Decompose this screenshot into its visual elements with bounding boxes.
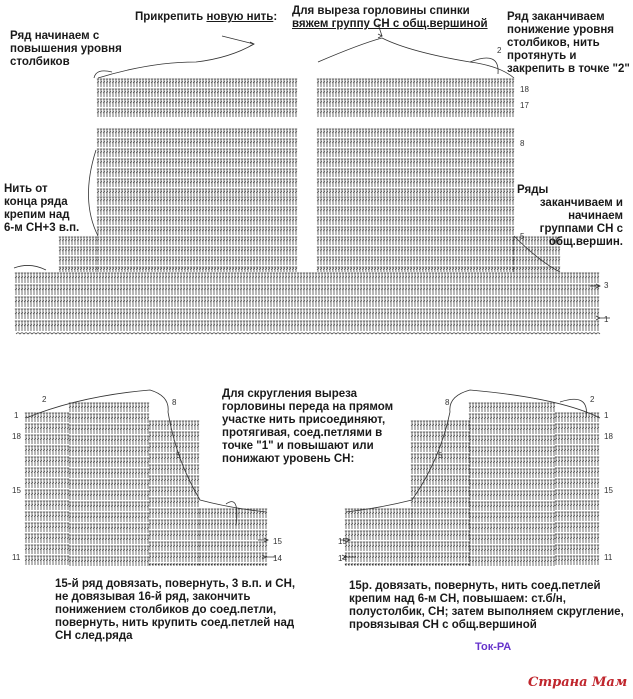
- dc-stitch-row: [97, 159, 297, 167]
- row-number: 2: [497, 46, 502, 55]
- turn-loop-line: [226, 502, 237, 526]
- dc-stitch-row: [317, 109, 514, 117]
- dc-stitch-row: [69, 469, 149, 478]
- dc-stitch-row: [199, 531, 267, 540]
- dc-stitch-row: [345, 564, 413, 567]
- dc-stitch-row: [555, 479, 599, 488]
- dc-stitch-row: [15, 321, 599, 331]
- dc-stitch-row: [149, 443, 199, 452]
- dc-stitch-row: [69, 458, 149, 467]
- row-number: 2: [42, 395, 47, 404]
- dc-stitch-row: [69, 403, 149, 412]
- dc-stitch-row: [555, 435, 599, 444]
- dc-stitch-row: [513, 257, 560, 265]
- dc-stitch-row: [199, 509, 267, 518]
- dc-stitch-row: [149, 531, 199, 540]
- row-number: 18: [12, 432, 21, 441]
- dc-stitch-row: [25, 457, 69, 466]
- row-number: 14: [338, 554, 347, 563]
- dc-stitch-row: [317, 179, 514, 187]
- dc-stitch-row: [469, 425, 555, 434]
- dc-stitch-row: [317, 169, 514, 177]
- dc-stitch-row: [97, 179, 297, 187]
- dc-stitch-row: [411, 520, 470, 529]
- dc-stitch-row: [317, 89, 514, 97]
- dc-stitch-row: [411, 509, 470, 518]
- row-number: 15: [12, 486, 21, 495]
- dc-stitch-row: [411, 465, 470, 474]
- row-number: 5: [520, 232, 525, 241]
- dc-stitch-row: [317, 267, 514, 272]
- dc-stitch-row: [345, 509, 413, 518]
- dc-stitch-row: [59, 267, 97, 272]
- row-number: 5: [176, 451, 181, 460]
- dc-stitch-row: [317, 257, 514, 265]
- dc-stitch-row: [25, 501, 69, 510]
- dc-stitch-row: [25, 479, 69, 488]
- dc-stitch-row: [69, 480, 149, 489]
- dc-stitch-row: [317, 217, 514, 225]
- dc-stitch-row: [97, 109, 297, 117]
- dc-stitch-row: [97, 149, 297, 157]
- dc-stitch-row: [555, 457, 599, 466]
- dc-stitch-row: [469, 403, 555, 412]
- row-number: 18: [604, 432, 613, 441]
- dc-stitch-row: [69, 447, 149, 456]
- dc-stitch-row: [469, 447, 555, 456]
- dc-stitch-row: [469, 414, 555, 423]
- dc-stitch-row: [25, 435, 69, 444]
- dc-stitch-row: [469, 535, 555, 544]
- dc-stitch-row: [149, 542, 199, 551]
- dc-stitch-row: [555, 468, 599, 477]
- dc-stitch-row: [25, 468, 69, 477]
- dc-stitch-row: [555, 523, 599, 532]
- dc-stitch-row: [149, 564, 199, 567]
- dc-stitch-row: [555, 490, 599, 499]
- dc-stitch-row: [69, 535, 149, 544]
- dc-stitch-row: [97, 217, 297, 225]
- dc-stitch-row: [15, 309, 599, 319]
- dc-stitch-row: [25, 545, 69, 554]
- dc-stitch-row: [555, 512, 599, 521]
- row-number: 5: [438, 451, 443, 460]
- turn-loop-line: [560, 399, 586, 418]
- dc-stitch-row: [15, 285, 599, 295]
- row-number: 1: [604, 411, 609, 420]
- dc-stitch-row: [469, 524, 555, 533]
- armhole-curve: [88, 150, 98, 236]
- dc-stitch-row: [97, 79, 297, 87]
- dc-stitch-row: [25, 424, 69, 433]
- dc-stitch-row: [25, 534, 69, 543]
- dc-stitch-row: [469, 491, 555, 500]
- back-neck-label: Для выреза горловины спинки вяжем группу СН с общ.вершиной: [292, 5, 488, 30]
- dc-stitch-row: [345, 553, 413, 562]
- dc-stitch-row: [317, 227, 514, 235]
- dc-stitch-row: [345, 542, 413, 551]
- dc-stitch-row: [25, 556, 69, 565]
- row-number: 11: [12, 553, 21, 562]
- dc-stitch-row: [317, 149, 514, 157]
- dc-stitch-row: [149, 454, 199, 463]
- foundation-chain: [16, 333, 600, 334]
- rows-finish-label: Ряды заканчиваем и начинаем группами СН с общ.вершин.: [517, 184, 623, 248]
- dc-stitch-row: [97, 237, 297, 245]
- dc-stitch-row: [97, 89, 297, 97]
- row-number: 15: [273, 537, 282, 546]
- dc-stitch-row: [97, 207, 297, 215]
- dc-stitch-row: [149, 509, 199, 518]
- dc-stitch-row: [149, 553, 199, 562]
- dc-stitch-row: [15, 297, 599, 307]
- row-number: 17: [520, 101, 529, 110]
- dc-stitch-row: [317, 159, 514, 167]
- row-end-label: Ряд заканчиваем понижение уровня столбиков, нить протянуть и закрепить в точке "2": [507, 11, 630, 75]
- attach-thread-underlined: новую нить: [206, 11, 274, 23]
- attach-thread-label: Прикрепить новую нить:: [135, 11, 278, 23]
- end-loop-line: [470, 58, 498, 74]
- dc-stitch-row: [97, 247, 297, 255]
- dc-stitch-row: [25, 523, 69, 532]
- dc-stitch-row: [25, 413, 69, 422]
- dc-stitch-row: [317, 139, 514, 147]
- dc-stitch-row: [411, 553, 470, 562]
- dc-stitch-row: [555, 556, 599, 565]
- dc-stitch-row: [411, 564, 470, 567]
- dc-stitch-row: [97, 189, 297, 196]
- row-number: 8: [520, 139, 525, 148]
- dc-stitch-row: [149, 520, 199, 529]
- dc-stitch-row: [411, 542, 470, 551]
- author-signature: Ток-РА: [475, 641, 512, 653]
- dc-stitch-row: [97, 139, 297, 147]
- thread-from-label: Нить от конца ряда крепим над 6-м СН+3 в.п.: [4, 183, 80, 234]
- bottom-left-note: 15-й ряд довязать, повернуть, 3 в.п. и СН, не довязывая 16-й ряд, закончить понижением столбиков до соед.петли, повернуть, нить крупить соед.петлей над СН след.ряда: [55, 578, 296, 642]
- row-number: 15: [338, 537, 347, 546]
- dc-stitch-row: [199, 553, 267, 562]
- dc-stitch-row: [555, 446, 599, 455]
- dc-stitch-row: [97, 197, 297, 205]
- dc-stitch-row: [69, 414, 149, 423]
- dc-stitch-row: [555, 545, 599, 554]
- row-number: 11: [604, 553, 613, 562]
- dc-stitch-row: [199, 542, 267, 551]
- bottom-right-note: 15р. довязать, повернуть, нить соед.петлей крепим над 6-м СН, повышаем: ст.б/н, полустолбик, СН; затем выполняем скругление, провязывая СН с общ.вершиной: [349, 580, 624, 631]
- row-number: 18: [520, 85, 529, 94]
- dc-stitch-row: [59, 257, 97, 265]
- dc-stitch-row: [149, 498, 199, 507]
- dc-stitch-row: [411, 421, 470, 430]
- dc-stitch-row: [69, 546, 149, 555]
- attach-arrow-line: [14, 265, 46, 270]
- row-number: 8: [172, 398, 177, 407]
- dc-stitch-row: [411, 498, 470, 507]
- dc-stitch-row: [97, 99, 297, 107]
- dc-stitch-row: [555, 534, 599, 543]
- dc-stitch-row: [25, 446, 69, 455]
- dc-stitch-row: [345, 531, 413, 540]
- dc-stitch-row: [59, 247, 97, 255]
- dc-stitch-row: [317, 197, 514, 205]
- dc-stitch-row: [411, 476, 470, 485]
- dc-stitch-row: [97, 257, 297, 265]
- dc-stitch-row: [469, 513, 555, 522]
- dc-stitch-row: [69, 425, 149, 434]
- dc-stitch-row: [411, 432, 470, 441]
- dc-stitch-row: [317, 189, 514, 196]
- dc-stitch-row: [149, 487, 199, 496]
- dc-stitch-row: [317, 79, 514, 87]
- row-number: 3: [604, 281, 609, 290]
- dc-stitch-row: [69, 502, 149, 511]
- dc-stitch-row: [149, 465, 199, 474]
- neck-rounding-note: Для скругления выреза горловины переда на прямом участке нить присоединяют, протягивая, соед.петлями в точке "1" и повышают или понижают уровень СН:: [222, 388, 394, 465]
- dc-stitch-row: [97, 169, 297, 177]
- dc-stitch-row: [69, 491, 149, 500]
- dc-stitch-row: [469, 458, 555, 467]
- dc-stitch-row: [469, 436, 555, 445]
- dc-stitch-row: [97, 129, 297, 137]
- dc-stitch-row: [317, 207, 514, 215]
- row-number: 14: [273, 554, 282, 563]
- row-number: 2: [590, 395, 595, 404]
- dc-stitch-row: [469, 502, 555, 511]
- dc-stitch-row: [317, 99, 514, 107]
- dc-stitch-row: [69, 524, 149, 533]
- dc-stitch-row: [25, 490, 69, 499]
- row-number: 1: [604, 315, 609, 324]
- dc-stitch-row: [469, 546, 555, 555]
- dc-stitch-row: [199, 564, 267, 567]
- dc-stitch-row: [317, 247, 514, 255]
- row-number: 8: [445, 398, 450, 407]
- dc-stitch-row: [317, 129, 514, 137]
- dc-stitch-row: [97, 227, 297, 235]
- dc-stitch-row: [15, 273, 599, 283]
- dc-stitch-row: [555, 424, 599, 433]
- dc-stitch-row: [149, 421, 199, 430]
- dc-stitch-row: [469, 469, 555, 478]
- dc-stitch-row: [69, 557, 149, 566]
- dc-stitch-row: [97, 267, 297, 272]
- dc-stitch-row: [345, 520, 413, 529]
- dc-stitch-row: [69, 436, 149, 445]
- dc-stitch-row: [199, 520, 267, 529]
- dc-stitch-row: [59, 237, 97, 245]
- dc-stitch-row: [469, 480, 555, 489]
- dc-stitch-row: [469, 557, 555, 566]
- dc-stitch-row: [69, 513, 149, 522]
- dc-stitch-row: [411, 531, 470, 540]
- dc-stitch-row: [317, 237, 514, 245]
- row-start-label: Ряд начинаем с повышения уровня столбиков: [10, 30, 122, 68]
- site-watermark: Страна Мам: [528, 675, 628, 690]
- dc-stitch-row: [25, 512, 69, 521]
- row-number: 1: [14, 411, 19, 420]
- dc-stitch-row: [555, 501, 599, 510]
- dc-stitch-row: [149, 476, 199, 485]
- pointer-arrow: [222, 36, 254, 46]
- row-number: 15: [604, 486, 613, 495]
